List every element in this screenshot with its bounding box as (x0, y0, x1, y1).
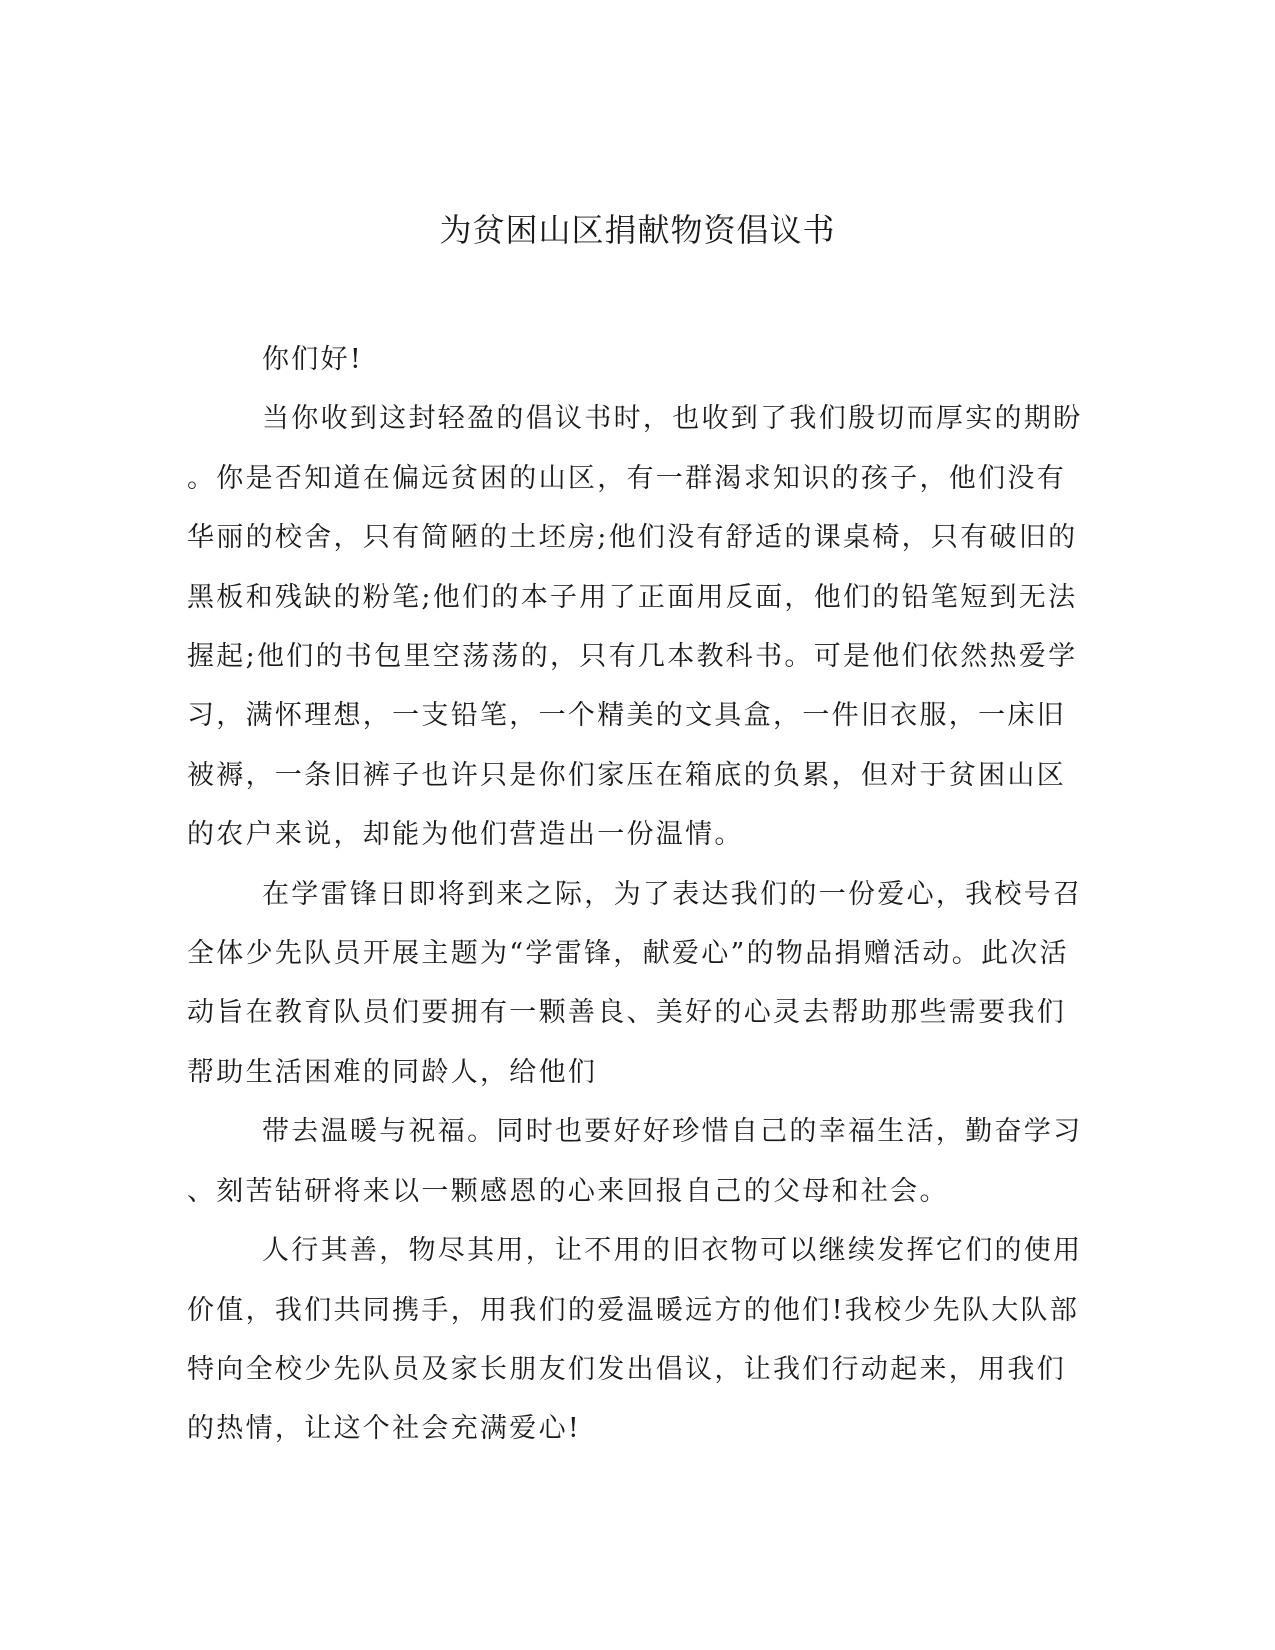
paragraph-line: 帮助生活困难的同龄人，给他们 (187, 1056, 598, 1088)
paragraph-line: 被褥，一条旧裤子也许只是你们家压在箱底的负累，但对于贫困山区 (187, 759, 1066, 791)
paragraph-line: 动旨在教育队员们要拥有一颗善良、美好的心灵去帮助那些需要我们 (187, 997, 1066, 1029)
paragraph-4 (187, 1221, 1083, 1459)
paragraph-line: 特向全校少先队员及家长朋友们发出倡议，让我们行动起来，用我们 (187, 1353, 1066, 1385)
paragraph-line: 的热情，让这个社会充满爱心! (187, 1413, 582, 1445)
paragraph-line: 全体少先队员开展主题为“学雷锋，献爱心”的物品捐赠活动。此次活 (187, 938, 1069, 970)
paragraph-line: 华丽的校舍，只有简陋的土坯房;他们没有舒适的课桌椅，只有破旧的 (187, 522, 1078, 554)
greeting: 你们好! (262, 344, 364, 375)
paragraph-line: 带去温暖与祝福。同时也要好好珍惜自己的幸福生活，勤奋学习 (262, 1116, 1083, 1148)
paragraph-line: 黑板和残缺的粉笔;他们的本子用了正面用反面，他们的铅笔短到无法 (187, 581, 1078, 613)
paragraph-line: 人行其善，物尽其用，让不用的旧衣物可以继续发挥它们的使用 (262, 1235, 1083, 1267)
paragraph-line: 的农户来说，却能为他们营造出一份温情。 (187, 819, 744, 851)
paragraph-3 (187, 1102, 1083, 1221)
paragraph-line: 习，满怀理想，一支铅笔，一个精美的文具盒，一件旧衣服，一床旧 (187, 700, 1066, 732)
paragraph-line: 当你收到这封轻盈的倡议书时，也收到了我们殷切而厚实的期盼 (262, 403, 1083, 435)
paragraph-1 (187, 389, 1083, 864)
paragraph-line: 、刻苦钻研将来以一颗感恩的心来回报自己的父母和社会。 (187, 1175, 949, 1207)
paragraph-line: 握起;他们的书包里空荡荡的，只有几本教科书。可是他们依然热爱学 (187, 641, 1078, 673)
paragraph-line: 在学雷锋日即将到来之际，为了表达我们的一份爱心，我校号召 (262, 878, 1083, 910)
paragraph-line: 。你是否知道在偏远贫困的山区，有一群渴求知识的孩子，他们没有 (187, 462, 1066, 494)
paragraph-2 (187, 865, 1083, 1103)
document-title: 为贫困山区捐献物资倡议书 (439, 211, 836, 249)
paragraph-line: 价值，我们共同携手，用我们的爱温暖远方的他们!我校少先队大队部 (187, 1294, 1080, 1326)
document-body (187, 330, 1083, 1459)
